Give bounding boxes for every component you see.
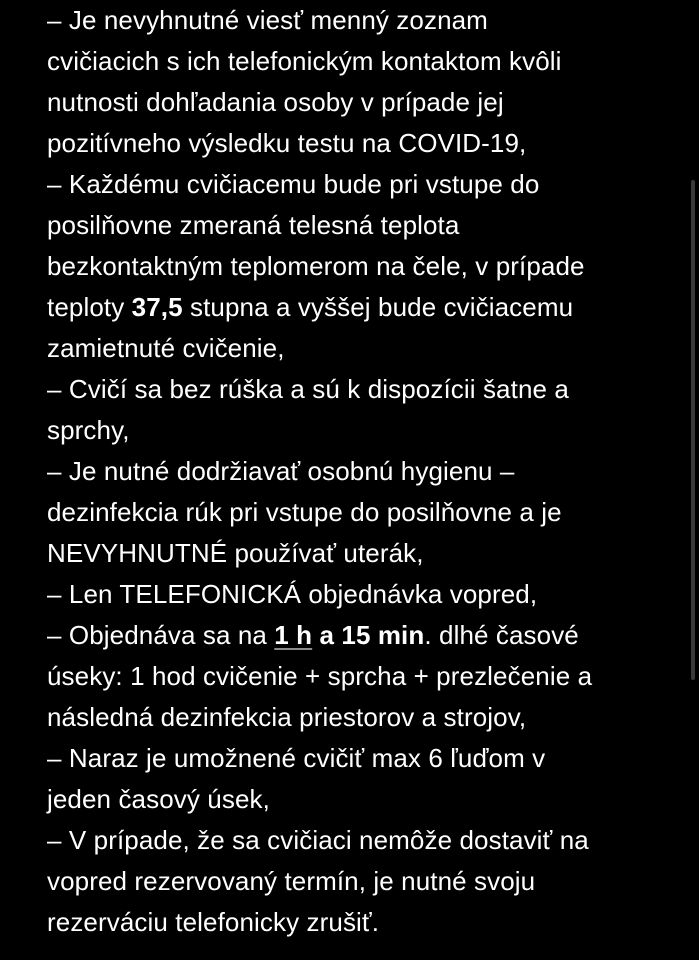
- text-segment: . dlhé časové: [424, 620, 579, 650]
- text-segment: vopred rezervovaný termín, je nutné svoju: [47, 866, 536, 896]
- text-line: [47, 902, 687, 943]
- text-line: [47, 697, 687, 738]
- text-line: [47, 820, 687, 861]
- text-line: [47, 0, 687, 41]
- text-segment: – V prípade, že sa cvičiaci nemôže dostaviť na: [47, 825, 589, 855]
- bold-text: a 15 min: [319, 620, 425, 650]
- text-segment: – Naraz je umožnené cvičiť max 6 ľuďom v: [47, 743, 546, 773]
- text-segment: [312, 620, 319, 650]
- text-segment: bezkontaktným teplomerom na čele, v prípade: [47, 251, 585, 281]
- text-line: [47, 287, 687, 328]
- text-line: [47, 492, 687, 533]
- text-segment: – Je nutné dodržiavať osobnú hygienu –: [47, 456, 515, 486]
- text-line: [47, 779, 687, 820]
- text-line: [47, 574, 687, 615]
- text-line: [47, 123, 687, 164]
- text-segment: cvičiacich s ich telefonickým kontaktom kvôli: [47, 46, 562, 76]
- text-line: [47, 410, 687, 451]
- text-line: [47, 205, 687, 246]
- text-segment: pozitívneho výsledku testu na COVID-19,: [47, 128, 527, 158]
- text-segment: jeden časový úsek,: [47, 784, 270, 814]
- text-line: [47, 656, 687, 697]
- text-line: [47, 861, 687, 902]
- text-line: [47, 369, 687, 410]
- text-segment: posilňovne zmeraná telesná teplota: [47, 210, 460, 240]
- text-segment: teploty: [47, 292, 132, 322]
- text-segment: rezerváciu telefonicky zrušiť.: [47, 907, 380, 937]
- text-segment: dezinfekcia rúk pri vstupe do posilňovne a je: [47, 497, 562, 527]
- text-line: [47, 533, 687, 574]
- text-line: [47, 41, 687, 82]
- text-segment: stupna a vyššej bude cvičiacemu: [182, 292, 574, 322]
- text-line: [47, 164, 687, 205]
- text-segment: – Cvičí sa bez rúška a sú k dispozícii šatne a: [47, 374, 569, 404]
- text-line: [47, 328, 687, 369]
- text-segment: – Objednáva sa na: [47, 620, 275, 650]
- scrollbar[interactable]: [691, 180, 695, 680]
- text-segment: úseky: 1 hod cvičenie + sprcha + prezlečenie a: [47, 661, 593, 691]
- text-line: [47, 615, 687, 656]
- bold-text: 1 h: [274, 620, 313, 650]
- text-line: [47, 738, 687, 779]
- bold-text: 37,5: [131, 292, 183, 322]
- text-segment: – Je nevyhnutné viesť menný zoznam: [47, 5, 488, 35]
- text-segment: zamietnuté cvičenie,: [47, 333, 285, 363]
- text-segment: – Len TELEFONICKÁ objednávka vopred,: [47, 579, 538, 609]
- post-text: [47, 0, 687, 943]
- text-line: [47, 451, 687, 492]
- text-segment: následná dezinfekcia priestorov a strojov,: [47, 702, 527, 732]
- text-segment: nutnosti dohľadania osoby v prípade jej: [47, 87, 504, 117]
- text-line: [47, 82, 687, 123]
- text-line: [47, 246, 687, 287]
- text-segment: NEVYHNUTNÉ používať uterák,: [47, 538, 424, 568]
- text-segment: – Každému cvičiacemu bude pri vstupe do: [47, 169, 540, 199]
- text-segment: sprchy,: [47, 415, 130, 445]
